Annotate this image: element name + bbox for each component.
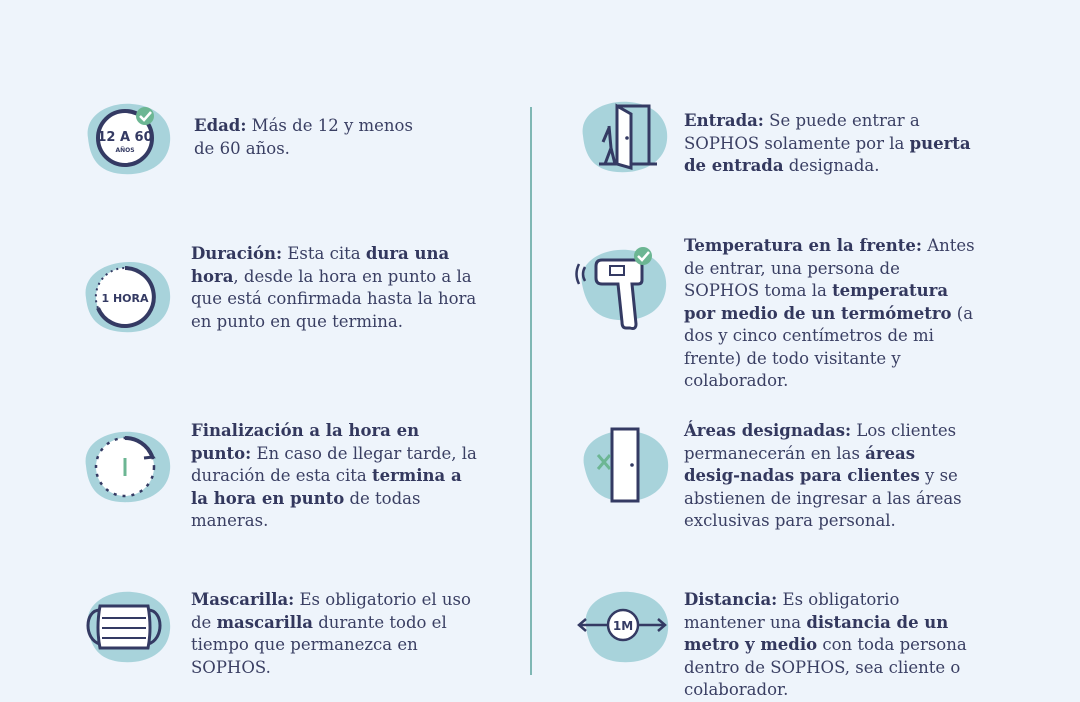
clock-hour-text: 1 HORA — [101, 292, 149, 305]
door-entrance-icon — [575, 98, 671, 174]
clock-one-hour-icon — [78, 258, 174, 334]
rule-temperature-text: Temperatura en la frente: Antes de entrar, una persona de SOPHOS toma la temperatura por medio de un termómetro (a dos y cinco centímetros de mi frente) de todo visitante y colaborador. — [684, 236, 975, 390]
rule-distance-text: Distancia: Es obligatorio mantener una distancia de un metro y medio con toda persona dentro de SOPHOS, sea cliente o colaborador. — [684, 590, 967, 699]
thermometer-gun-icon — [574, 244, 670, 334]
age-badge-text: 12 A 60 — [97, 130, 153, 145]
rule-duration-text: Duración: Esta cita dura una hora, desde la hora en punto a la que está confirmada hasta la hora en punto en que termina. — [191, 244, 477, 331]
face-mask-icon — [78, 588, 174, 664]
rule-entrance-text: Entrada: Se puede entrar a SOPHOS solamente por la puerta de entrada designada. — [684, 111, 971, 175]
rule-designated-areas-text: Áreas designadas: Los clientes permanecerán en las áreas desig-nadas para clientes y se abstienen de ingresar a las áreas exclusivas para personal. — [684, 421, 962, 530]
distance-icon — [576, 588, 672, 664]
age-badge-subtext: AÑOS — [115, 147, 135, 154]
rule-end-time-text: Finalización a la hora en punto: En caso de llegar tarde, la duración de esta cita termina a la hora en punto de todas maneras. — [191, 421, 477, 530]
age-badge-icon — [78, 100, 174, 176]
restricted-door-icon — [576, 425, 672, 505]
column-divider — [530, 107, 532, 675]
clock-end-icon — [78, 428, 174, 504]
rule-age-text: Edad: Más de 12 y menos de 60 años. — [194, 116, 413, 158]
distance-text: 1M — [612, 619, 634, 633]
rule-mask-text: Mascarilla: Es obligatorio el uso de mascarilla durante todo el tiempo que permanezca en SOPHOS. — [191, 590, 471, 677]
